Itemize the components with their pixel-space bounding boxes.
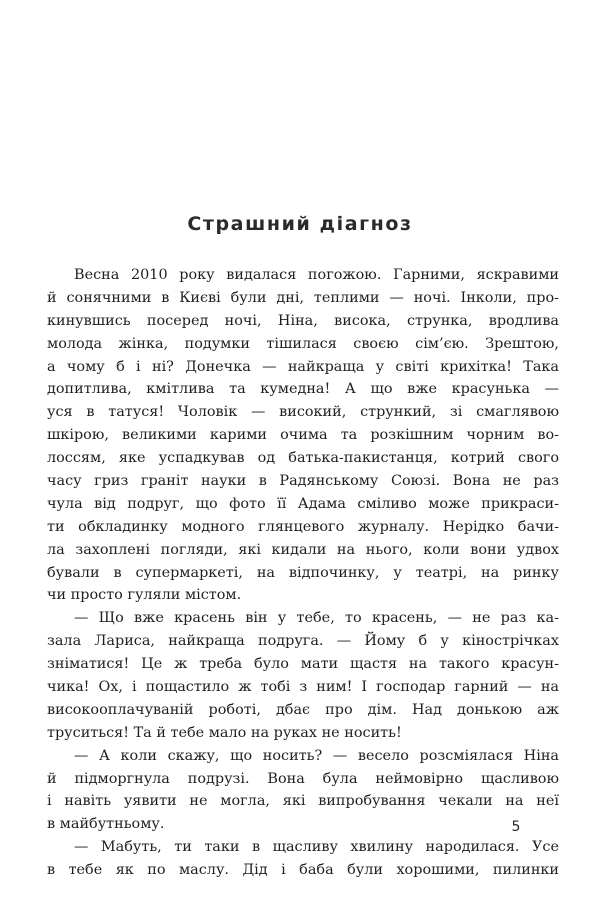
page-number: 5 bbox=[511, 819, 521, 835]
text-line: ти обкладинку модного глянцевого журналу. Нерідко бачи- bbox=[47, 518, 559, 535]
text-line: високооплачуваній роботі, дбає про дім. Над донькою аж bbox=[47, 701, 559, 718]
text-line: уся в татуся! Чоловік — високий, стрункий, зі смаглявою bbox=[47, 404, 559, 421]
paragraph bbox=[47, 836, 559, 882]
text-line: а чому б і ні? Донечка — найкраща у світі крихітка! Така bbox=[47, 358, 559, 375]
text-line: шкірою, великими карими очима та розкішним чорним во- bbox=[47, 427, 559, 444]
text-line: труситься! Та й тебе мало на руках не носить! bbox=[47, 724, 402, 741]
paragraph bbox=[47, 745, 559, 837]
text-line: й підморгнула подрузі. Вона була неймовірно щасливою bbox=[47, 770, 559, 787]
text-line: — Мабуть, ти таки в щасливу хвилину народилася. Усе bbox=[74, 839, 559, 856]
text-line: — Що вже красень він у тебе, то красень, — не раз ка- bbox=[74, 610, 559, 627]
text-line: чула від подруг, що фото її Адама сміливо може прикраси- bbox=[47, 495, 559, 512]
text-line: ла захоплені погляди, які кидали на нього, коли вони удвох bbox=[47, 541, 559, 558]
text-line: в тебе як по маслу. Дід і баба були хорошими, пилинки bbox=[47, 862, 559, 879]
text-line: допитлива, кмітлива та кумедна! А що вже красунька — bbox=[47, 381, 559, 398]
paragraph bbox=[47, 264, 559, 607]
text-line: чи просто гуляли містом. bbox=[47, 587, 242, 604]
chapter-body bbox=[47, 264, 559, 882]
text-line: чика! Ох, і пощастило ж тобі з ним! І господар гарний — на bbox=[47, 679, 559, 696]
chapter-title: Страшний діагноз bbox=[187, 213, 413, 235]
text-line: — А коли скажу, що носить? — весело розсміялася Ніна bbox=[74, 747, 559, 764]
text-line: часу гриз граніт науки в Радянському Союзі. Вона не раз bbox=[47, 473, 559, 490]
text-line: лоссям, яке успадкував од батька-пакистанця, котрий свого bbox=[47, 450, 559, 467]
text-line: зала Лариса, найкраща подруга. — Йому б у кінострічках bbox=[47, 633, 559, 650]
text-line: молода жінка, подумки тішилася своєю сім’єю. Зрештою, bbox=[47, 335, 559, 352]
text-line: бували в супермаркеті, на відпочинку, у театрі, на ринку bbox=[47, 564, 559, 581]
paragraph bbox=[47, 607, 559, 744]
text-line: кинувшись посеред ночі, Ніна, висока, струнка, вродлива bbox=[47, 312, 559, 329]
text-line: і навіть уявити не могла, які випробування чекали на неї bbox=[47, 793, 559, 810]
text-line: Весна 2010 року видалася погожою. Гарними, яскравими bbox=[74, 267, 559, 283]
text-line: в майбутньому. bbox=[47, 816, 165, 833]
text-line: й сонячними в Києві були дні, теплими — ночі. Інколи, про- bbox=[47, 289, 559, 306]
text-line: зніматися! Це ж треба було мати щастя на такого красун- bbox=[47, 656, 559, 673]
